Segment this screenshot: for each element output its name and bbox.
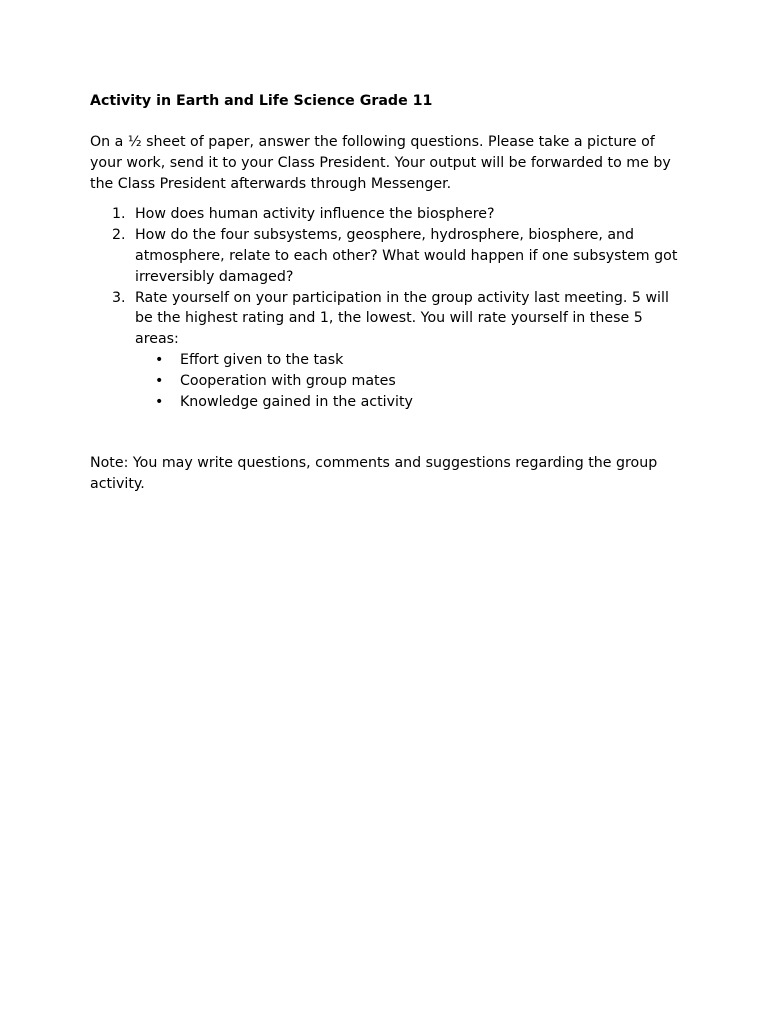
rating-area-text: Effort given to the task xyxy=(180,351,344,368)
rating-area-item xyxy=(135,371,690,392)
bullet-icon: • xyxy=(155,351,164,368)
question-number: 1. xyxy=(112,206,126,223)
rating-area-item xyxy=(135,392,690,413)
question-item-1 xyxy=(90,204,690,225)
question-item-3 xyxy=(90,288,690,413)
question-number: 2. xyxy=(112,227,126,244)
bullet-icon: • xyxy=(155,393,164,410)
bullet-icon: • xyxy=(155,372,164,389)
questions-list xyxy=(90,204,690,412)
note-paragraph: Note: You may write questions, comments and suggestions regarding the group activity. xyxy=(90,455,658,493)
rating-areas-list xyxy=(135,350,690,412)
instructions-paragraph: On a ½ sheet of paper, answer the following questions. Please take a picture of your work, send it to your Class President. Your output will be forwarded to me by the Class President afterwards through Messenger. xyxy=(90,134,671,192)
question-item-2 xyxy=(90,225,690,287)
rating-area-item xyxy=(135,350,690,371)
document-title: Activity in Earth and Life Science Grade 11 xyxy=(90,93,433,109)
question-number: 3. xyxy=(112,289,126,306)
rating-area-text: Cooperation with group mates xyxy=(180,372,396,389)
rating-area-text: Knowledge gained in the activity xyxy=(180,393,413,410)
question-text: How do the four subsystems, geosphere, hydrosphere, biosphere, and atmosphere, relate to each other? What would happen if one subsystem got irreversibly damaged? xyxy=(135,227,678,285)
question-text: Rate yourself on your participation in the group activity last meeting. 5 will be the highest rating and 1, the lowest. You will rate yourself in these 5 areas: xyxy=(135,289,669,348)
document-page xyxy=(90,90,690,495)
question-text: How does human activity influence the biosphere? xyxy=(135,206,495,223)
